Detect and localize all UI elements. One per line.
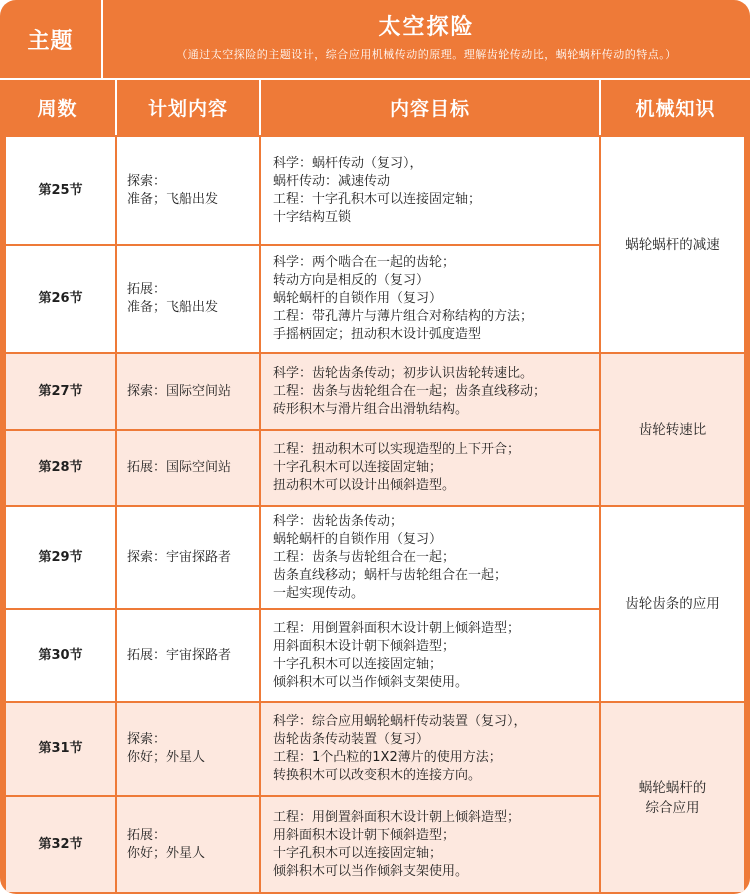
- knowledge-cell-text: 蜗轮蜗杆的减速: [625, 236, 720, 253]
- plan-cell-text: 探索： 你好；外星人: [127, 732, 206, 765]
- knowledge-cell: [601, 507, 744, 701]
- plan-cell: [117, 703, 259, 795]
- week-cell-text: 第32节: [38, 836, 83, 852]
- goal-cell-text: 科学：两个啮合在一起的齿轮； 转动方向是相反的（复习） 蜗轮蜗杆的自锁作用（复习） 工程：带孔薄片与薄片组合对称结构的方法； 手摇柄固定；扭动积木设计弧度造型: [273, 255, 534, 342]
- knowledge-cell-text: 蜗轮蜗杆的 综合应用: [638, 779, 707, 816]
- plan-cell: [117, 610, 259, 701]
- column-header-knowledge: 机械知识: [635, 98, 716, 120]
- plan-cell-text: 探索：国际空间站: [127, 383, 232, 399]
- week-cell-text: 第27节: [38, 383, 83, 399]
- plan-cell: [117, 246, 259, 352]
- goal-cell: [261, 610, 599, 701]
- week-cell: [6, 610, 115, 701]
- goal-cell: [261, 354, 599, 429]
- topic-label: 主题: [0, 0, 103, 78]
- goal-cell-text: 工程：扭动积木可以实现造型的上下开合； 十字孔积木可以连接固定轴； 扭动积木可以设计出倾斜造型。: [273, 442, 521, 493]
- column-header-goal: 内容目标: [261, 80, 601, 135]
- plan-cell: [117, 797, 259, 892]
- plan-cell: [117, 354, 259, 429]
- goal-cell: [261, 431, 599, 505]
- knowledge-cell: [601, 703, 744, 892]
- week-cell: [6, 431, 115, 505]
- plan-cell-text: 探索：宇宙探路者: [127, 549, 232, 565]
- goal-cell-text: 科学：蜗杆传动（复习）， 蜗杆传动：减速传动 工程：十字孔积木可以连接固定轴； 十字结构互锁: [273, 155, 482, 225]
- knowledge-cell: [601, 137, 744, 352]
- week-cell: [6, 354, 115, 429]
- knowledge-cell: [601, 354, 744, 505]
- week-cell-text: 第29节: [38, 549, 83, 565]
- goal-cell: [261, 137, 599, 244]
- plan-cell: [117, 137, 259, 244]
- week-cell: [6, 797, 115, 892]
- week-cell-text: 第25节: [38, 182, 83, 198]
- goal-cell: [261, 507, 599, 608]
- goal-cell-text: 科学：齿轮齿条传动；初步认识齿轮转速比。 工程：齿条与齿轮组合在一起；齿条直线移动； 砖形积木与滑片组合出滑轨结构。: [273, 365, 547, 417]
- knowledge-cell-text: 齿轮转速比: [638, 421, 707, 438]
- goal-cell: [261, 246, 599, 352]
- week-cell: [6, 246, 115, 352]
- week-cell-text: 第28节: [38, 460, 83, 475]
- page-title: 太空探险: [378, 15, 475, 40]
- plan-cell-text: 拓展： 你好；外星人: [127, 827, 206, 861]
- plan-cell: [117, 507, 259, 608]
- goal-cell-text: 工程：用倒置斜面积木设计朝上倾斜造型； 用斜面积木设计朝下倾斜造型； 十字孔积木可以连接固定轴； 倾斜积木可以当作倾斜支架使用。: [273, 620, 521, 690]
- week-cell: [6, 137, 115, 244]
- plan-cell-text: 探索： 准备；飞船出发: [127, 173, 219, 207]
- goal-cell-text: 科学：综合应用蜗轮蜗杆传动装置（复习）， 齿轮齿条传动装置（复习） 工程：1个凸粒的1X2薄片的使用方法； 转换积木可以改变积木的连接方向。: [273, 714, 527, 783]
- week-cell: [6, 703, 115, 795]
- column-header-week: 周数: [0, 80, 117, 135]
- goal-cell-text: 工程：用倒置斜面积木设计朝上倾斜造型； 用斜面积木设计朝下倾斜造型； 十字孔积木可以连接固定轴； 倾斜积木可以当作倾斜支架使用。: [273, 809, 521, 879]
- week-cell: [6, 507, 115, 608]
- plan-cell-text: 拓展：国际空间站: [127, 460, 232, 475]
- plan-cell-text: 拓展：宇宙探路者: [127, 647, 232, 663]
- plan-cell: [117, 431, 259, 505]
- week-cell-text: 第26节: [38, 291, 83, 306]
- knowledge-cell-text: 齿轮齿条的应用: [625, 596, 720, 612]
- page-subtitle: （通过太空探险的主题设计，综合应用机械传动的原理。理解齿轮传动比，蜗轮蜗杆传动的特点。）: [176, 48, 677, 61]
- plan-cell-text: 拓展： 准备；飞船出发: [127, 282, 219, 315]
- week-cell-text: 第31节: [38, 741, 83, 756]
- week-cell-text: 第30节: [38, 647, 83, 663]
- title-block: [103, 0, 750, 78]
- column-header-plan: 计划内容: [117, 80, 261, 135]
- goal-cell-text: 科学：齿轮齿条传动； 蜗轮蜗杆的自锁作用（复习） 工程：齿条与齿轮组合在一起； 齿条直线移动；蜗杆与齿轮组合在一起； 一起实现传动。: [273, 513, 508, 601]
- goal-cell: [261, 703, 599, 795]
- goal-cell: [261, 797, 599, 892]
